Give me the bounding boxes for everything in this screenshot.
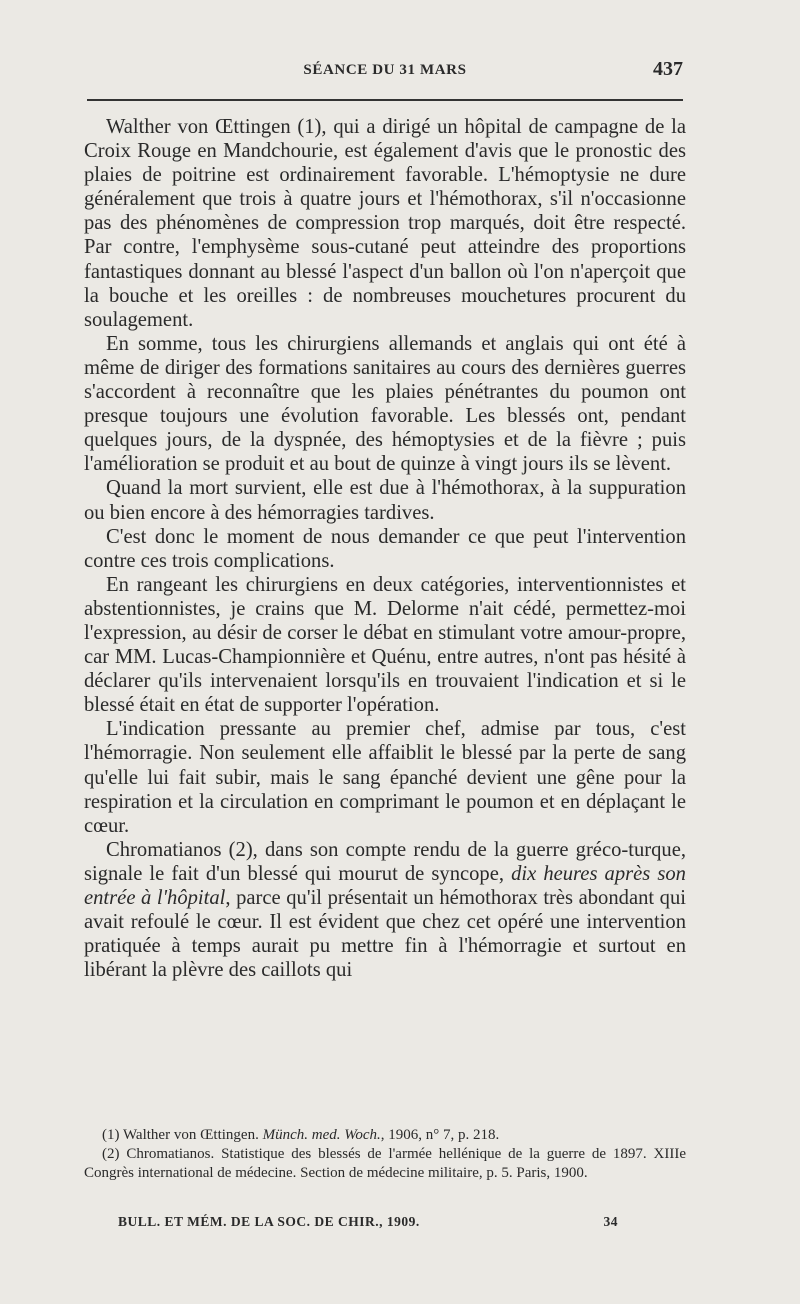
- header-rule: [87, 99, 683, 101]
- footer-signature: 34: [603, 1214, 618, 1229]
- running-title: SÉANCE DU 31 MARS: [303, 62, 467, 78]
- paragraph: En somme, tous les chirurgiens allemands et anglais qui ont été à même de diriger des formations sanitaires au cours des dernières guerres s'accordent à reconnaître que les plaies pénétrantes du poumon ont presque toujours une évolution favorable. Les blessés ont, pendant quelques jours, de la dyspnée, des hémoptysies et de la fièvre ; puis l'amélioration se produit et au bout de quinze à vingt jours ils se lèvent.: [84, 332, 686, 476]
- paragraph: En rangeant les chirurgiens en deux catégories, interventionnistes et abstentionnistes, je crains que M. Delorme n'ait cédé, permettez-moi l'expression, au désir de corser le débat en stimulant votre amour-propre, car MM. Lucas-Championnière et Quénu, entre autres, n'ont pas hésité à déclarer qu'ils intervenaient lorsqu'ils en trouvaient l'indication et si le blessé était en état de supporter l'opération.: [84, 573, 686, 717]
- paragraph: Walther von Œttingen (1), qui a dirigé un hôpital de campagne de la Croix Rouge en Mandchourie, est également d'avis que le pronostic des plaies de poitrine est ordinairement favorable. L'hémoptysie ne dure généralement que trois à quatre jours et l'hémothorax, s'il n'occasionne pas des phénomènes de compression trop marqués, doit être respecté. Par contre, l'emphysème sous-cutané peut atteindre des proportions fantastiques donnant au blessé l'aspect d'un ballon où l'on n'aperçoit que la bouche et les oreilles : de nombreuses mouchetures procurent du soulagement.: [84, 116, 686, 331]
- footnote-text: (1) Walther von Œttingen.: [102, 1127, 263, 1143]
- footnotes: [84, 1126, 686, 1184]
- footnote-text: , 1906, n° 7, p. 218.: [380, 1127, 500, 1143]
- italic-phrase: dix heures après son entrée à l'hôpital: [84, 862, 686, 909]
- footnote-2: (2) Chromatianos. Statistique des blessés de l'armée hellénique de la guerre de 1897. XIIIe Congrès international de médecine. Section de médecine militaire, p. 5. Paris, 1900.: [84, 1146, 686, 1182]
- paragraph-last: [84, 838, 686, 983]
- page-number: 437: [653, 58, 683, 80]
- footer-journal: BULL. ET MÉM. DE LA SOC. DE CHIR., 1909.: [118, 1214, 420, 1229]
- paragraph-text: Chromatianos (2), dans son compte rendu de la guerre gréco-turque, signale le fait d'un blessé qui mourut de syncope,: [84, 838, 686, 885]
- paragraph-text: , parce qu'il présentait un hémothorax très abondant qui avait refoulé le cœur. Il est évident que chez cet opéré une intervention pratiquée à temps aurait pu mettre fin à l'hémorragie et surtout en libérant la plèvre des caillots qui: [84, 887, 686, 982]
- page-footer: [118, 1214, 618, 1236]
- journal-title: Münch. med. Woch.: [262, 1127, 381, 1143]
- paragraph: C'est donc le moment de nous demander ce que peut l'intervention contre ces trois complications.: [84, 525, 686, 572]
- paragraph: Quand la mort survient, elle est due à l'hémothorax, à la suppuration ou bien encore à des hémorragies tardives.: [84, 477, 686, 524]
- running-head: [85, 58, 685, 88]
- footnote-1: [84, 1126, 686, 1145]
- paragraph: L'indication pressante au premier chef, admise par tous, c'est l'hémorragie. Non seulement elle affaiblit le blessé par la perte de sang qu'elle lui fait subir, mais le sang épanché devient une gêne pour la respiration et la circulation en comprimant le poumon et en déplaçant le cœur.: [84, 718, 686, 837]
- body-text: [84, 115, 686, 982]
